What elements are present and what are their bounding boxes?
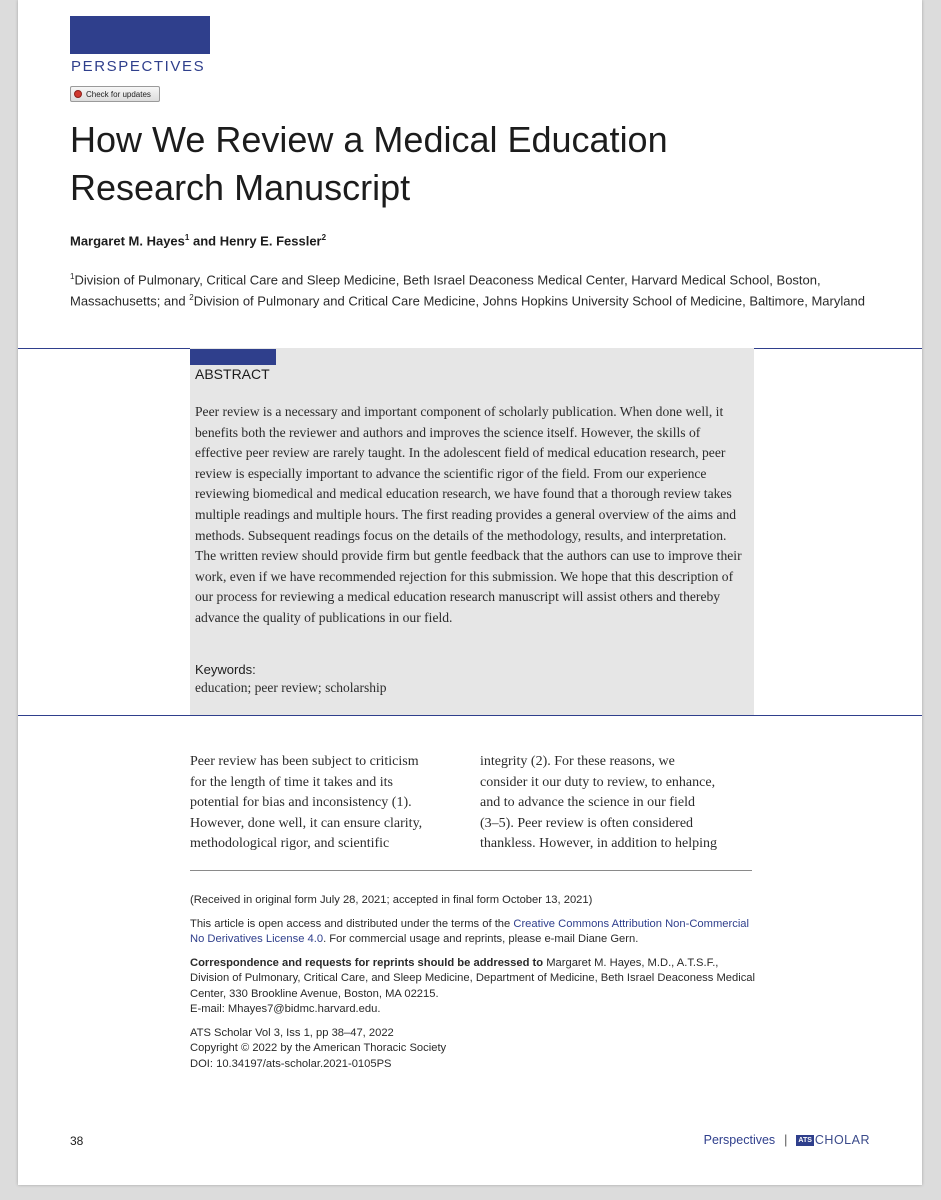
crossmark-icon <box>74 90 82 98</box>
affiliations <box>70 268 870 310</box>
body-line: (3–5). Peer review is often considered <box>480 815 694 831</box>
affiliation-mark: 1 <box>70 272 75 281</box>
doi: DOI: 10.34197/ats-scholar.2021-0105PS <box>190 1057 392 1070</box>
footer-brand <box>704 1133 870 1147</box>
affiliation-text: Division of Pulmonary and Critical Care Medicine, Johns Hopkins University School of Medicine, Baltimore, Maryland <box>193 293 865 309</box>
affiliation-mark: 2 <box>189 292 194 302</box>
author-line <box>70 233 326 248</box>
section-color-bar <box>70 16 210 54</box>
body-column-left <box>190 752 462 855</box>
received-dates: (Received in original form July 28, 2021; accepted in final form October 13, 2021) <box>190 894 593 906</box>
author-affiliation-mark: 2 <box>321 233 327 242</box>
author-name: Margaret M. Hayes <box>70 233 185 249</box>
affiliation-text: Division of Pulmonary, Critical Care and Sleep Medicine, Beth Israel Deaconess Medical Center, Harvard Medical School, Boston, Massachusetts; and <box>70 272 821 309</box>
author-joiner: and <box>192 233 217 249</box>
abstract-body: Peer review is a necessary and important component of scholarly publication. When done well, it benefits both the reviewer and authors and improves the science itself. However, the skills of effective peer review are rarely taught. In the adolescent field of medical education research, peer review is especially important to advance the scientific rigor of the field. From our experience reviewing biomedical and medical education research, we have found that a thorough review takes multiple readings and multiple hours. The first reading provides a general overview of the aims and methods. Subsequent readings focus on the details of the methodology, results, and interpretation. The written review should provide firm but gentle feedback that the authors can use to improve their work, even if we have recommended rejection for this submission. We hope that this description of our process for reviewing a medical education research manuscript will assist others and thereby advance the quality of publications in our field. <box>195 404 742 625</box>
citation-info <box>190 1026 760 1073</box>
body-line: consider it our duty to review, to enhance, <box>480 774 716 790</box>
copyright: Copyright © 2022 by the American Thoracic Society <box>190 1042 447 1054</box>
ats-logo-badge: ATS <box>798 1136 812 1144</box>
body-column-right <box>480 752 752 855</box>
check-for-updates-button[interactable] <box>70 86 160 102</box>
divider-bottom <box>18 715 922 716</box>
body-line: Peer review has been subject to criticism <box>190 754 419 769</box>
abstract-tab <box>190 349 276 365</box>
license-note <box>190 917 760 948</box>
license-text-end: . For commercial usage and reprints, please e-mail Diane Gern. <box>323 933 639 945</box>
correspondence <box>190 956 760 1018</box>
correspondence-label: Correspondence and requests for reprints should be addressed to <box>190 956 544 969</box>
keywords-label: Keywords: <box>195 662 256 677</box>
journal-info: ATS Scholar Vol 3, Iss 1, pp 38–47, 2022 <box>190 1026 394 1039</box>
body-line: However, done well, it can ensure clarity, <box>190 815 423 831</box>
article-title: How We Review a Medical Education Research Manuscript <box>70 119 668 208</box>
abstract-heading: ABSTRACT <box>195 366 270 382</box>
body-line: methodological rigor, and scientific <box>190 836 390 851</box>
body-line: for the length of time it takes and its <box>190 774 393 790</box>
body-line: potential for bias and inconsistency (1). <box>190 795 412 810</box>
license-link[interactable]: Creative Commons Attribution Non-Commercial No Derivatives License 4.0 <box>190 917 750 945</box>
section-label: PERSPECTIVES <box>71 58 206 75</box>
footnote-divider <box>190 870 752 871</box>
scholar-wordmark: CHOLAR <box>814 1133 870 1147</box>
keywords-value: education; peer review; scholarship <box>195 680 387 695</box>
paper-page <box>18 0 922 1185</box>
correspondence-text: Margaret M. Hayes, M.D., A.T.S.F., Division of Pulmonary, Critical Care, and Sleep Medicine, Department of Medicine, Beth Israel Deaconess Medical Center, 330 Brookline Avenue, Boston, MA 02215. <box>190 956 756 1000</box>
author-affiliation-mark: 1 <box>184 233 190 242</box>
footnotes <box>190 893 760 1080</box>
license-text: This article is open access and distributed under the terms of the <box>190 917 511 930</box>
body-line: thankless. However, in addition to helping <box>480 836 718 851</box>
body-line: integrity (2). For these reasons, we <box>480 754 675 769</box>
footer-separator: | <box>784 1133 788 1147</box>
body-line: and to advance the science in our field <box>480 795 695 810</box>
footer-section: Perspectives <box>703 1133 776 1147</box>
page-number: 38 <box>70 1134 84 1148</box>
correspondence-email: E-mail: Mhayes7@bidmc.harvard.edu. <box>190 1003 381 1015</box>
author-name: Henry E. Fessler <box>219 233 322 249</box>
check-for-updates-label: Check for updates <box>86 89 151 99</box>
